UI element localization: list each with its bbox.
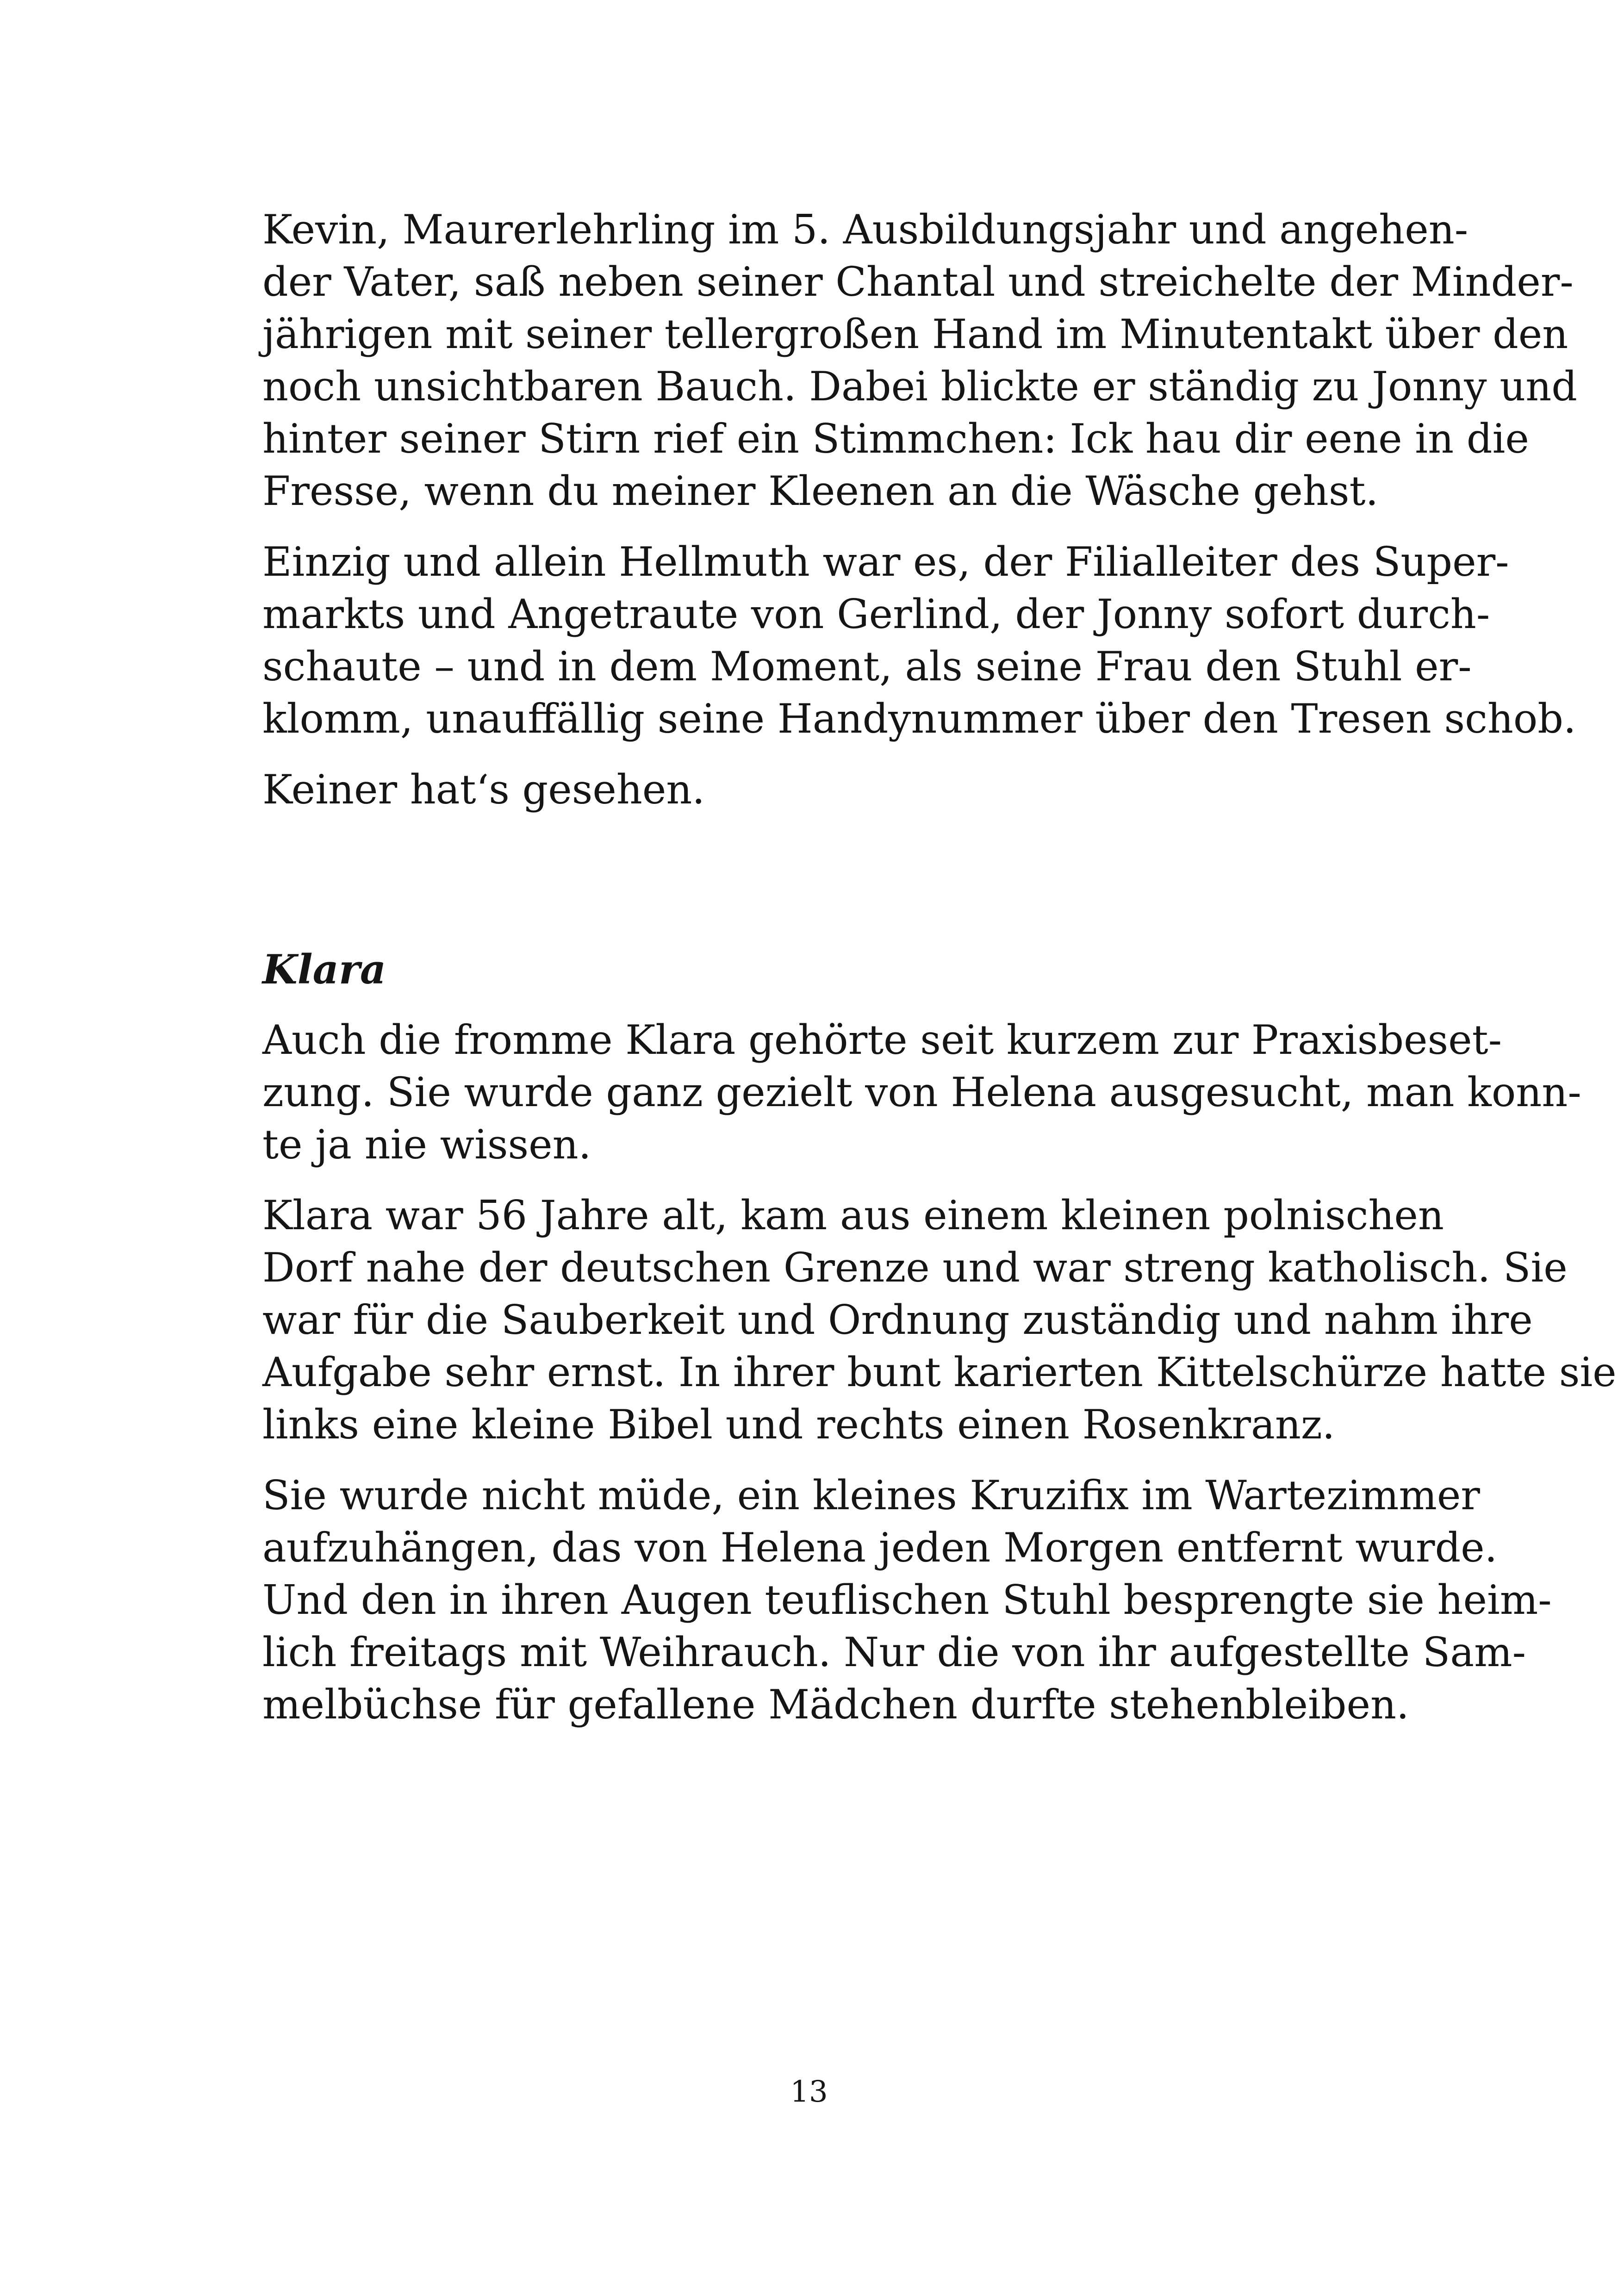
text-line: noch unsichtbaren Bauch. Dabei blickte er ständig zu Jonny und [262, 363, 1577, 410]
text-line: Auch die fromme Klara gehörte seit kurzem zur Praxisbeset- [262, 1016, 1502, 1064]
text-line: hinter seiner Stirn rief ein Stimmchen: Ick hau dir eene in die [262, 415, 1529, 462]
text-line: aufzuhängen, das von Helena jeden Morgen entfernt wurde. [262, 1524, 1498, 1571]
text-line: links eine kleine Bibel und rechts einen Rosenkranz. [262, 1401, 1335, 1448]
paragraph [211, 1014, 1581, 1171]
paragraph [211, 764, 1413, 816]
section-heading: Klara [262, 946, 386, 993]
text-line: Sie wurde nicht müde, ein kleines Kruzifix im Wartezimmer [262, 1472, 1480, 1519]
text-line: der Vater, saß neben seiner Chantal und streichelte der Minder- [262, 258, 1574, 305]
page-number: 13 [790, 2075, 828, 2109]
body-text [211, 204, 1617, 1749]
text-line: markts und Angetraute von Gerlind, der Jonny sofort durch- [262, 591, 1490, 638]
text-line: Aufgabe sehr ernst. In ihrer bunt karierten Kittelschürze hatte sie [262, 1349, 1617, 1396]
text-line: melbüchse für gefallene Mädchen durfte stehenbleiben. [262, 1681, 1409, 1728]
text-line: lich freitags mit Weihrauch. Nur die von ihr aufgestellte Sam- [262, 1629, 1526, 1676]
text-line: schaute – und in dem Moment, als seine Frau den Stuhl er- [262, 643, 1472, 690]
text-line: Und den in ihren Augen teuflischen Stuhl besprengte sie heim- [262, 1576, 1552, 1624]
paragraph [211, 1469, 1552, 1731]
text-line: Kevin, Maurerlehrling im 5. Ausbildungsjahr und angehen- [262, 206, 1469, 253]
text-line: Einzig und allein Hellmuth war es, der Filialleiter des Super- [262, 538, 1509, 585]
text-line: Dorf nahe der deutschen Grenze und war streng katholisch. Sie [262, 1244, 1568, 1291]
paragraph [211, 1189, 1617, 1451]
paragraph [211, 204, 1577, 517]
text-line: jährigen mit seiner tellergroßen Hand im Minutentakt über den [262, 311, 1568, 358]
text-line: Fresse, wenn du meiner Kleenen an die Wäsche gehst. [262, 467, 1379, 515]
text-line: Keiner hat‘s gesehen. [262, 766, 705, 813]
text-line: Klara war 56 Jahre alt, kam aus einem kleinen polnischen [262, 1192, 1444, 1239]
text-line: zung. Sie wurde ganz gezielt von Helena ausgesucht, man konn- [262, 1069, 1581, 1116]
text-line: war für die Sauberkeit und Ordnung zuständig und nahm ihre [262, 1296, 1533, 1344]
paragraph [211, 536, 1576, 745]
section-spacer [211, 834, 1413, 943]
text-line: te ja nie wissen. [262, 1121, 591, 1168]
text-line: klomm, unauffällig seine Handynummer über den Tresen schob. [262, 695, 1576, 742]
